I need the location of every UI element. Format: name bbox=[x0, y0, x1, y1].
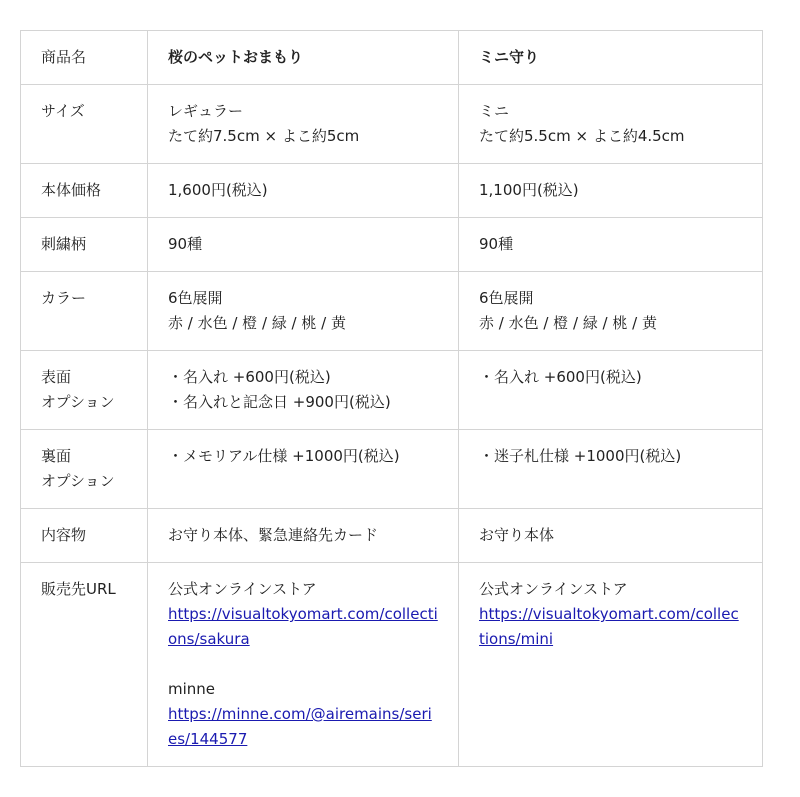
row-label: 商品名 bbox=[21, 31, 148, 85]
product1-price: 1,600円(税込) bbox=[148, 164, 459, 218]
store-name: minne bbox=[168, 680, 216, 698]
product2-front-option bbox=[459, 351, 763, 430]
option-item: ・名入れ +600円(税込) bbox=[168, 368, 331, 386]
product1-sales bbox=[148, 563, 459, 767]
product2-embroidery: 90種 bbox=[459, 218, 763, 272]
size-dimensions: たて約7.5cm × よこ約5cm bbox=[168, 127, 360, 145]
row-label: 販売先URL bbox=[21, 563, 148, 767]
color-count: 6色展開 bbox=[479, 289, 534, 307]
table-row-back-option bbox=[21, 430, 763, 509]
product1-size bbox=[148, 85, 459, 164]
store-name: 公式オンラインストア bbox=[479, 580, 628, 598]
comparison-table-container bbox=[20, 30, 763, 767]
store-link[interactable]: https://minne.com/@airemains/series/144577 bbox=[168, 705, 432, 748]
color-list: 赤 / 水色 / 橙 / 緑 / 桃 / 黄 bbox=[479, 314, 657, 332]
size-name: レギュラー bbox=[168, 102, 244, 120]
row-label: カラー bbox=[21, 272, 148, 351]
product1-contents: お守り本体、緊急連絡先カード bbox=[148, 509, 459, 563]
store-name: 公式オンラインストア bbox=[168, 580, 317, 598]
product2-sales bbox=[459, 563, 763, 767]
product1-front-option bbox=[148, 351, 459, 430]
product2-contents: お守り本体 bbox=[459, 509, 763, 563]
table-row-contents bbox=[21, 509, 763, 563]
product2-back-option: ・迷子札仕様 +1000円(税込) bbox=[459, 430, 763, 509]
product2-size bbox=[459, 85, 763, 164]
store-link[interactable]: https://visualtokyomart.com/collections/mini bbox=[479, 605, 739, 648]
product1-name: 桜のペットおまもり bbox=[148, 31, 459, 85]
option-item: ・名入れ +600円(税込) bbox=[479, 368, 642, 386]
row-label: 内容物 bbox=[21, 509, 148, 563]
row-label: 刺繍柄 bbox=[21, 218, 148, 272]
store-link[interactable]: https://visualtokyomart.com/collections/sakura bbox=[168, 605, 438, 648]
product-comparison-table bbox=[20, 30, 763, 767]
product1-embroidery: 90種 bbox=[148, 218, 459, 272]
size-dimensions: たて約5.5cm × よこ約4.5cm bbox=[479, 127, 685, 145]
option-item: ・名入れと記念日 +900円(税込) bbox=[168, 393, 391, 411]
table-row-front-option bbox=[21, 351, 763, 430]
table-row-price bbox=[21, 164, 763, 218]
color-count: 6色展開 bbox=[168, 289, 223, 307]
table-row-color bbox=[21, 272, 763, 351]
product2-price: 1,100円(税込) bbox=[459, 164, 763, 218]
table-row-product-name bbox=[21, 31, 763, 85]
row-label: 裏面 オプション bbox=[21, 430, 148, 509]
product2-color bbox=[459, 272, 763, 351]
product1-color bbox=[148, 272, 459, 351]
row-label: サイズ bbox=[21, 85, 148, 164]
row-label: 本体価格 bbox=[21, 164, 148, 218]
row-label: 表面 オプション bbox=[21, 351, 148, 430]
table-row-size bbox=[21, 85, 763, 164]
table-row-embroidery bbox=[21, 218, 763, 272]
product2-name: ミニ守り bbox=[459, 31, 763, 85]
size-name: ミニ bbox=[479, 102, 510, 120]
table-row-sales-url bbox=[21, 563, 763, 767]
product1-back-option: ・メモリアル仕様 +1000円(税込) bbox=[148, 430, 459, 509]
color-list: 赤 / 水色 / 橙 / 緑 / 桃 / 黄 bbox=[168, 314, 346, 332]
